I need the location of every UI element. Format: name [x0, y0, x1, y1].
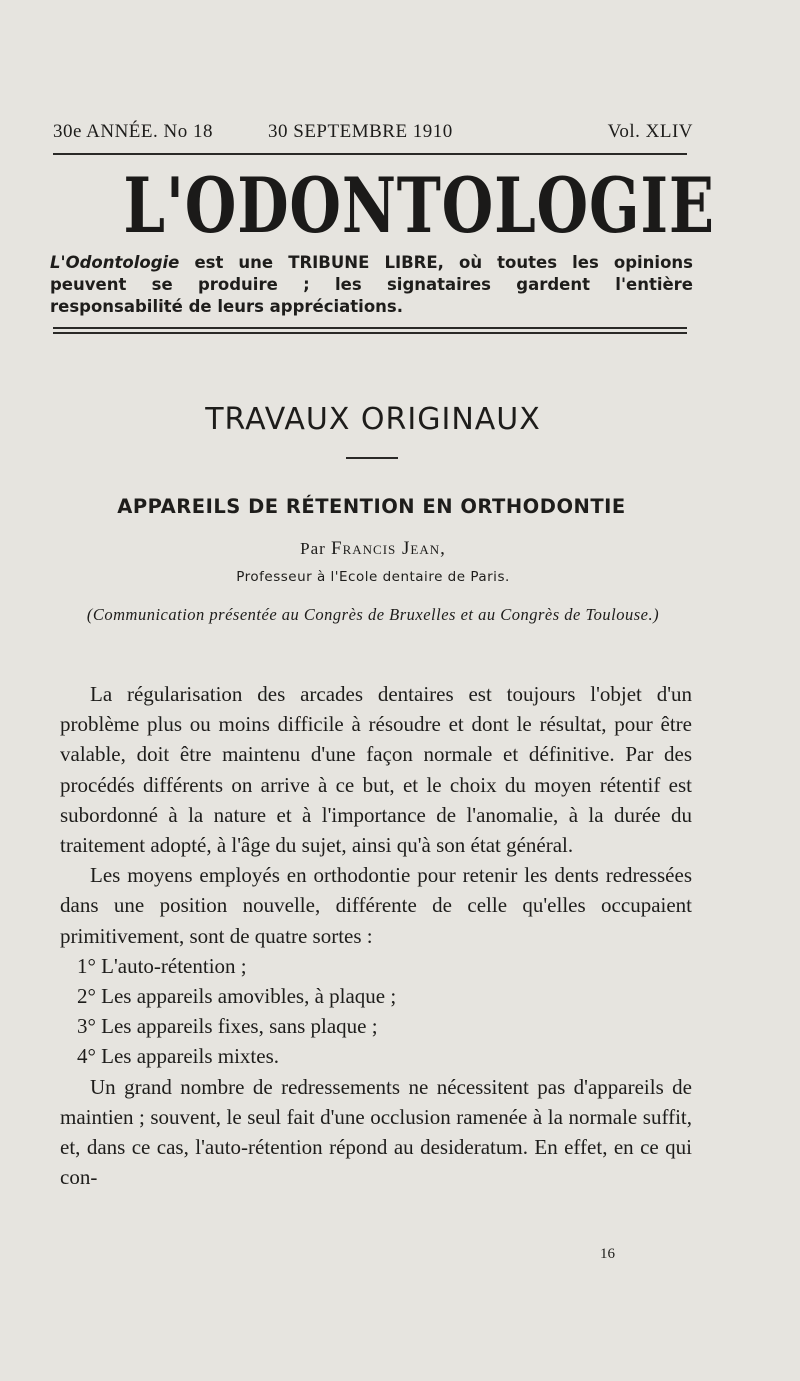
running-header: [53, 121, 693, 143]
issue-date: 30 SEPTEMBRE 1910: [268, 121, 453, 142]
communication-note: (Communication présentée au Congrès de Bruxelles et au Congrès de Toulouse.): [86, 605, 660, 624]
list-item: 1° L'auto-rétention ;: [77, 953, 247, 978]
list-item: 2° Les appareils amovibles, à plaque ;: [77, 984, 397, 1009]
article-author: [53, 538, 693, 560]
list-item: 3° Les appareils fixes, sans plaque ;: [77, 1014, 378, 1039]
issue-number: 30e ANNÉE. No 18: [53, 121, 213, 142]
article-body: [60, 679, 692, 1192]
paragraph-3: Un grand nombre de redressements ne nécessitent pas d'appareils de maintien ; souvent, le seul fait d'une occlusion ramenée à la normale suffit, et, dans ce cas, l'auto-rétention répond au desideratum. En effet, en ce qui con-: [60, 1074, 692, 1190]
author-name: Francis Jean,: [331, 538, 446, 559]
author-affiliation: Professeur à l'Ecole dentaire de Paris.: [236, 569, 510, 585]
paragraph-2: Les moyens employés en orthodontie pour retenir les dents redressées dans une position nouvelle, différente de celle qu'elles occupaient primitivement, sont de quatre sortes :: [60, 863, 692, 948]
paragraph-1: La régularisation des arcades dentaires est toujours l'objet d'un problème plus ou moins difficile à résoudre et dont le résultat, pour être valable, doit être maintenu d'une façon normale et définitive. Par des procédés différents on arrive à ce but, et le choix du moyen rétentif est subordonné à la nature et à l'importance de l'anomalie, à la durée du traitement adopté, à l'âge du sujet, ainsi qu'à son état général.: [60, 682, 692, 858]
author-prefix: Par: [300, 539, 332, 558]
double-rule: [53, 327, 687, 336]
section-title: TRAVAUX ORIGINAUX: [205, 402, 541, 437]
section-rule: [346, 457, 398, 459]
journal-title: L'ODONTOLOGIE: [123, 161, 715, 250]
journal-statement: [50, 252, 693, 318]
header-rule: [53, 153, 687, 155]
volume-number: Vol. XLIV: [607, 121, 693, 142]
list-item: 4° Les appareils mixtes.: [77, 1044, 280, 1069]
journal-statement-text: est une TRIBUNE LIBRE, où toutes les opinions peuvent se produire ; les signataires gardent l'entière responsabilité de leurs appréciations.: [50, 253, 693, 316]
page-number: 16: [600, 1246, 615, 1262]
article-title: APPAREILS DE RÉTENTION EN ORTHODONTIE: [117, 495, 626, 518]
journal-name-italic: L'Odontologie: [50, 253, 180, 272]
